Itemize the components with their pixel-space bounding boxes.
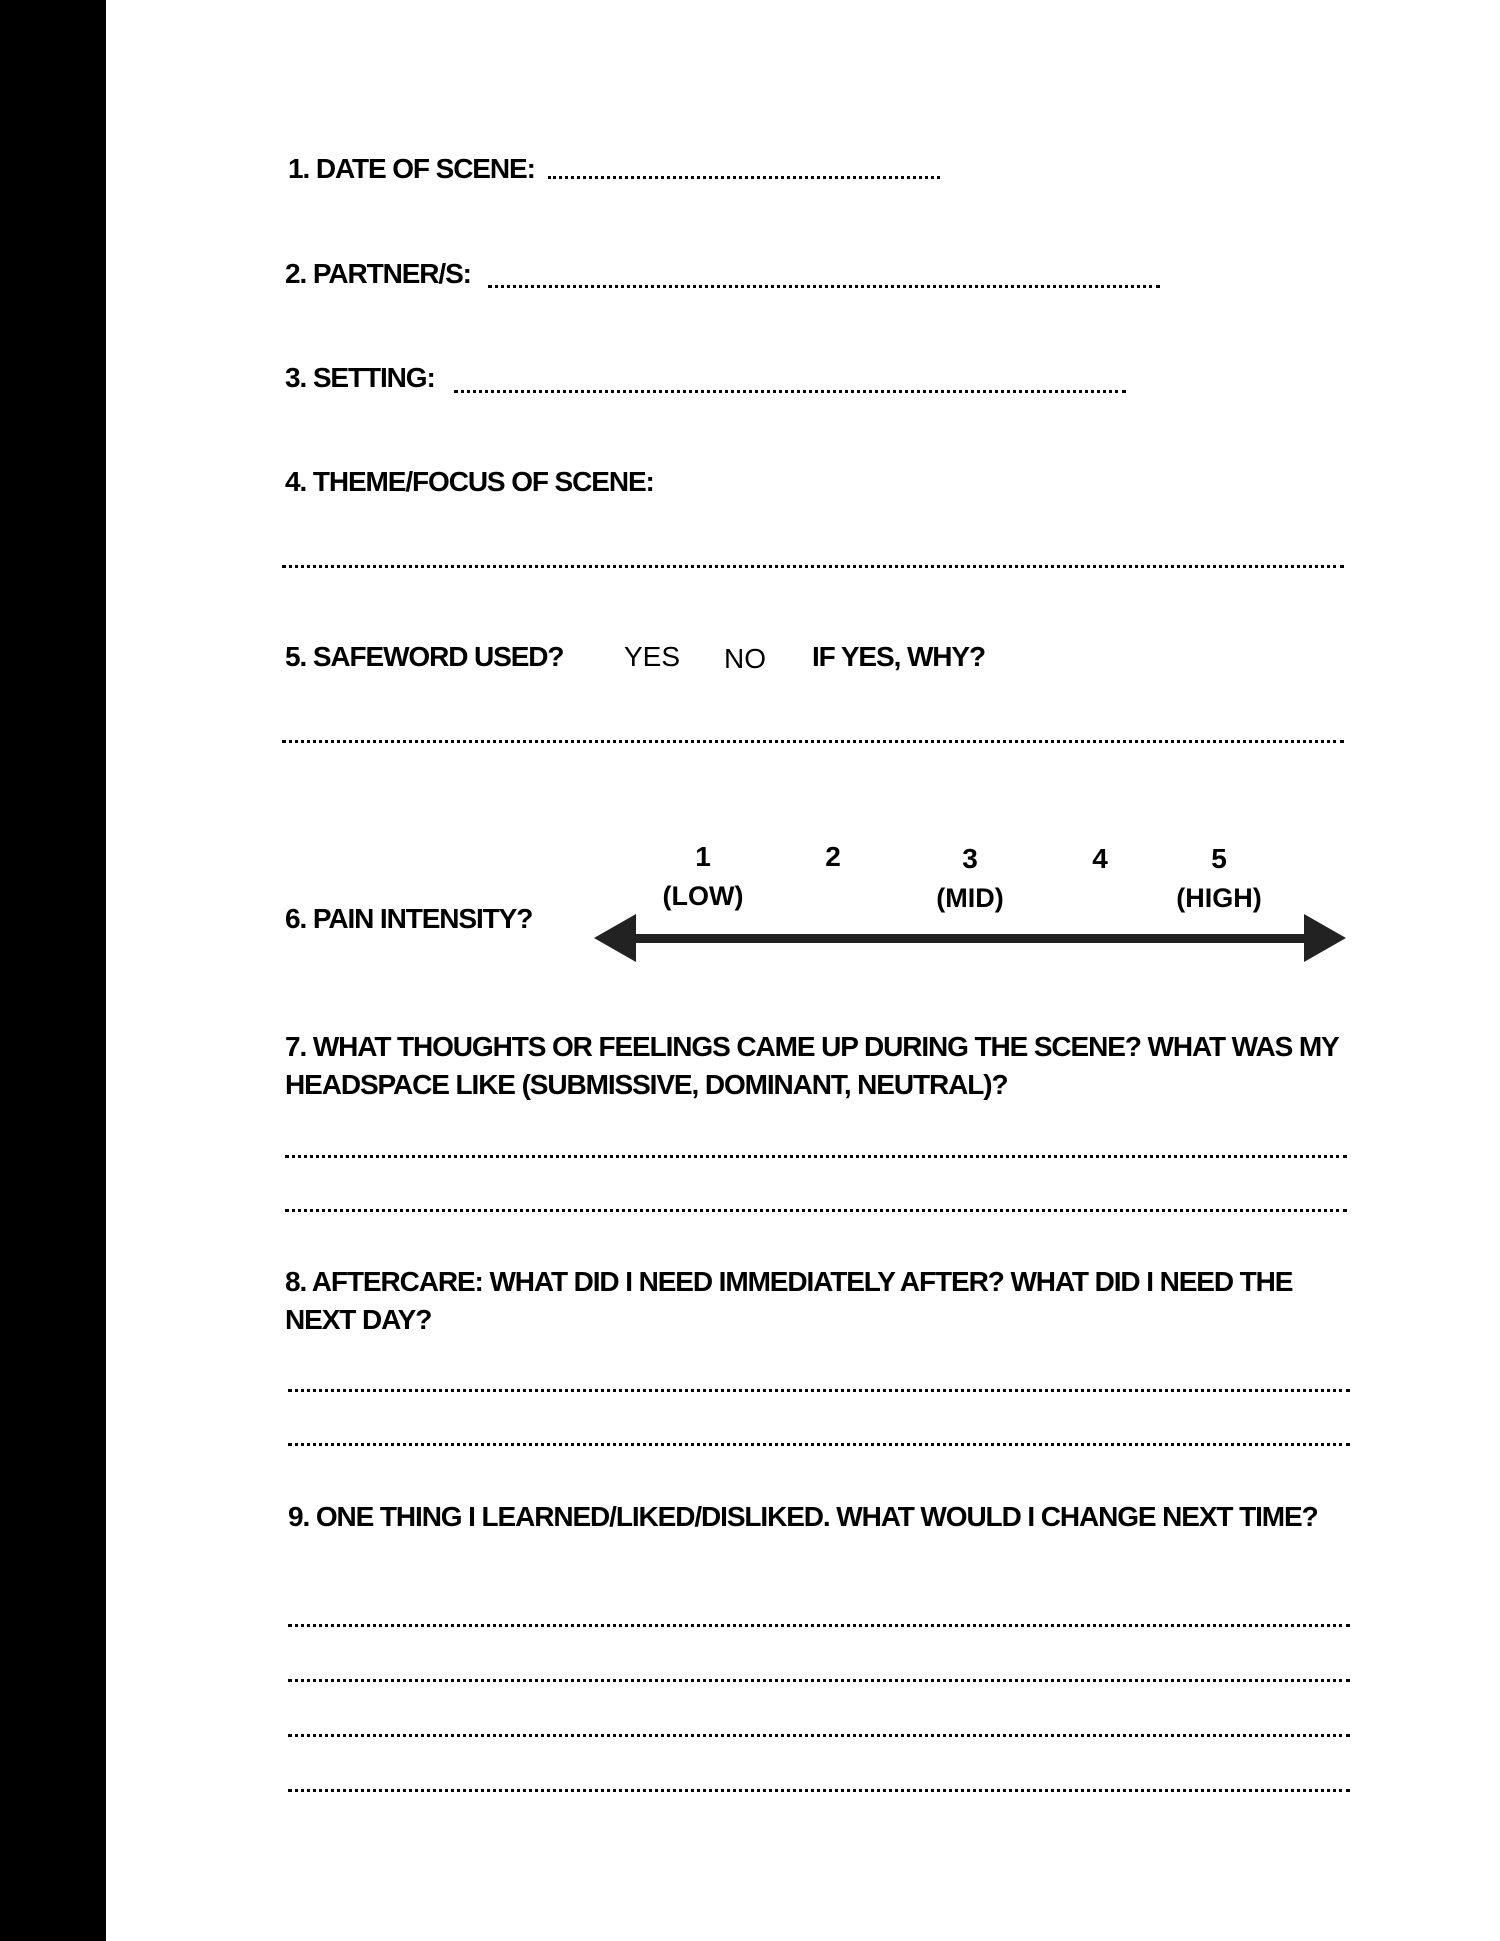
question-theme-focus: 4. THEME/FOCUS OF SCENE:: [285, 466, 654, 497]
thoughts-answer-line-2[interactable]: [285, 1209, 1347, 1212]
partners-answer-line[interactable]: [488, 285, 1160, 288]
pain-scale-number-1[interactable]: 1: [695, 841, 711, 872]
aftercare-answer-line-2[interactable]: [288, 1443, 1350, 1446]
pain-scale-high-label: (HIGH): [1176, 883, 1262, 913]
question-safeword-used: 5. SAFEWORD USED?: [285, 641, 564, 672]
pain-scale-number-2[interactable]: 2: [825, 841, 841, 872]
pain-scale-number-3[interactable]: 3: [962, 843, 978, 874]
setting-answer-line[interactable]: [454, 390, 1126, 393]
question-setting: 3. SETTING:: [285, 362, 435, 393]
question-date-of-scene: 1. DATE OF SCENE:: [288, 153, 535, 184]
safeword-yes-option[interactable]: YES: [624, 641, 681, 672]
safeword-answer-line[interactable]: [282, 740, 1344, 743]
theme-answer-line[interactable]: [282, 565, 1344, 568]
arrow-left-head: [594, 914, 636, 962]
learned-answer-line-4[interactable]: [288, 1789, 1350, 1792]
pain-scale-mid-label: (MID): [936, 883, 1004, 913]
aftercare-answer-line-1[interactable]: [288, 1389, 1350, 1392]
arrow-right-head: [1304, 914, 1346, 962]
pain-scale-arrow-shaft: [630, 934, 1310, 943]
question-aftercare: 8. AFTERCARE: WHAT DID I NEED IMMEDIATELY AFTER? WHAT DID I NEED THE NEXT DAY?: [285, 1266, 1293, 1335]
pain-scale-number-4[interactable]: 4: [1092, 843, 1108, 874]
thoughts-answer-line-1[interactable]: [285, 1155, 1347, 1158]
question-thoughts-feelings: 7. WHAT THOUGHTS OR FEELINGS CAME UP DURING THE SCENE? WHAT WAS MY HEADSPACE LIKE (SUBMISSIVE, DOMINANT, NEUTRAL)?: [285, 1031, 1339, 1100]
learned-answer-line-2[interactable]: [288, 1679, 1350, 1682]
left-black-bar: [0, 0, 106, 1941]
double-arrow-icon: [590, 912, 1350, 964]
question-partners: 2. PARTNER/S:: [285, 258, 471, 289]
pain-scale-number-5[interactable]: 5: [1211, 843, 1227, 874]
question-learned-liked-disliked: 9. ONE THING I LEARNED/LIKED/DISLIKED. WHAT WOULD I CHANGE NEXT TIME?: [288, 1501, 1318, 1532]
safeword-no-option[interactable]: NO: [724, 643, 766, 674]
safeword-followup-label: IF YES, WHY?: [812, 641, 985, 672]
learned-answer-line-1[interactable]: [288, 1624, 1350, 1627]
learned-answer-line-3[interactable]: [288, 1734, 1350, 1737]
pain-scale-low-label: (LOW): [662, 881, 744, 911]
question-pain-intensity: 6. PAIN INTENSITY?: [285, 903, 533, 934]
date-answer-line[interactable]: [548, 176, 940, 179]
